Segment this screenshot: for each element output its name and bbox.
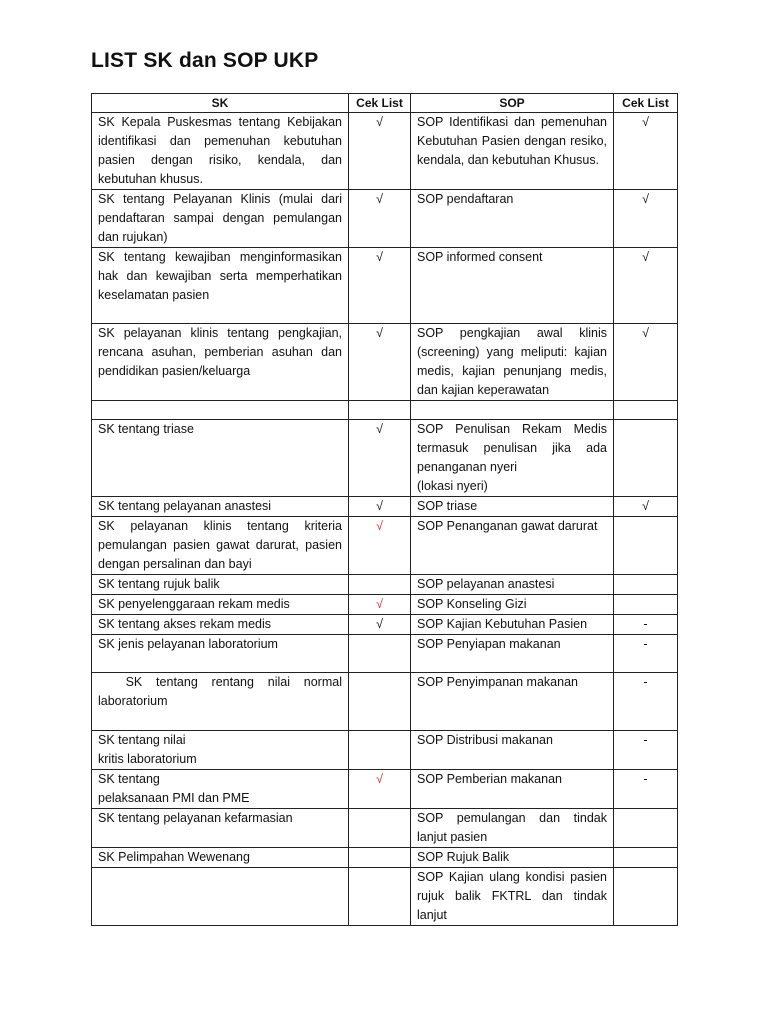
check-mark: √ — [376, 192, 383, 206]
cell-text: SK tentang akses rekam medis — [98, 617, 271, 631]
cell-text: SOP Penyimpanan makanan — [417, 675, 578, 689]
sop-cell — [411, 248, 614, 324]
cell-text: SOP Penulisan Rekam Medis termasuk penulisan jika ada penanganan nyeri (lokasi nyeri) — [417, 422, 607, 493]
check-mark: - — [643, 637, 648, 651]
table-row — [92, 575, 678, 595]
cell-text: SK tentang rujuk balik — [98, 577, 220, 591]
sk-cell — [92, 497, 349, 517]
sk-cell — [92, 420, 349, 497]
check-mark: √ — [376, 115, 383, 129]
table-row — [92, 848, 678, 868]
sop-check-cell — [614, 324, 678, 401]
sk-check-cell — [349, 575, 411, 595]
check-mark: √ — [376, 499, 383, 513]
sk-cell — [92, 401, 349, 420]
sk-check-cell — [349, 595, 411, 615]
check-mark: √ — [376, 326, 383, 340]
sk-cell — [92, 575, 349, 595]
sk-cell — [92, 517, 349, 575]
sk-check-cell — [349, 497, 411, 517]
table-row — [92, 113, 678, 190]
check-mark: √ — [642, 326, 649, 340]
sop-check-cell — [614, 190, 678, 248]
check-mark: √ — [642, 250, 649, 264]
sop-check-cell — [614, 517, 678, 575]
table-row — [92, 595, 678, 615]
sop-check-cell — [614, 809, 678, 848]
sop-check-cell — [614, 113, 678, 190]
cell-text: SOP triase — [417, 499, 478, 513]
page-title: LIST SK dan SOP UKP — [91, 49, 319, 72]
sk-cell — [92, 868, 349, 926]
sop-cell — [411, 809, 614, 848]
cell-text: SK tentang pelayanan anastesi — [98, 499, 272, 513]
table-row — [92, 401, 678, 420]
cell-text: SK tentang Pelayanan Klinis (mulai dari pendaftaran sampai dengan pemulangan dan rujukan) — [98, 192, 346, 244]
sk-check-cell — [349, 770, 411, 809]
sop-cell — [411, 848, 614, 868]
sop-check-cell — [614, 731, 678, 770]
check-mark: - — [643, 675, 648, 689]
cell-text: SK penyelenggaraan rekam medis — [98, 597, 290, 611]
sk-cell — [92, 673, 349, 731]
cell-text: SOP Distribusi makanan — [417, 733, 553, 747]
cell-text: SOP Kajian Kebutuhan Pasien — [417, 617, 588, 631]
header-sk: SK — [92, 94, 349, 113]
check-mark: - — [643, 617, 648, 631]
cell-text: SOP informed consent — [417, 250, 543, 264]
sk-check-cell — [349, 731, 411, 770]
table-row — [92, 248, 678, 324]
cell-text: SK tentang rentang nilai normal laboratorium — [98, 675, 346, 708]
sk-cell — [92, 595, 349, 615]
table-row — [92, 497, 678, 517]
cell-text: SK tentang nilai kritis laboratorium — [98, 733, 197, 766]
sk-check-cell — [349, 248, 411, 324]
table-row — [92, 517, 678, 575]
sop-cell — [411, 615, 614, 635]
sk-cell — [92, 113, 349, 190]
cell-text: SK jenis pelayanan laboratorium — [98, 637, 278, 651]
cell-text: SOP Rujuk Balik — [417, 850, 510, 864]
sk-sop-table — [91, 93, 678, 926]
sop-check-cell — [614, 401, 678, 420]
cell-text: SOP pengkajian awal klinis (screening) yang meliputi: kajian medis, kajian penunjang medis, dan kajian keperawatan — [417, 326, 611, 397]
check-mark: - — [643, 733, 648, 747]
sop-cell — [411, 517, 614, 575]
cell-text: SOP pemulangan dan tindak lanjut pasien — [417, 811, 611, 844]
sop-check-cell — [614, 770, 678, 809]
cell-text: SK tentang pelayanan kefarmasian — [98, 811, 293, 825]
sop-cell — [411, 190, 614, 248]
sk-cell — [92, 731, 349, 770]
cell-text: SOP Penyiapan makanan — [417, 637, 561, 651]
table-header-row — [92, 94, 678, 113]
sop-check-cell — [614, 497, 678, 517]
cell-text: SOP Identifikasi dan pemenuhan Kebutuhan Pasien dengan resiko, kendala, dan kebutuhan Khusus. — [417, 115, 611, 167]
sk-cell — [92, 248, 349, 324]
sop-check-cell — [614, 575, 678, 595]
sk-check-cell — [349, 324, 411, 401]
check-mark: √ — [376, 617, 383, 631]
sk-cell — [92, 809, 349, 848]
header-sop: SOP — [411, 94, 614, 113]
sk-cell — [92, 190, 349, 248]
cell-text: SOP Penanganan gawat darurat — [417, 519, 598, 533]
sk-check-cell — [349, 848, 411, 868]
sop-check-cell — [614, 868, 678, 926]
cell-text: SOP pelayanan anastesi — [417, 577, 555, 591]
sk-cell — [92, 770, 349, 809]
sop-cell — [411, 324, 614, 401]
sk-cell — [92, 324, 349, 401]
cell-text: SOP Pemberian makanan — [417, 772, 562, 786]
cell-text: SK pelayanan klinis tentang kriteria pemulangan pasien gawat darurat, pasien dengan persalinan dan bayi — [98, 519, 346, 571]
sk-check-cell — [349, 190, 411, 248]
sop-cell — [411, 575, 614, 595]
sop-cell — [411, 595, 614, 615]
sop-cell — [411, 770, 614, 809]
sk-cell — [92, 615, 349, 635]
sop-cell — [411, 113, 614, 190]
sop-check-cell — [614, 673, 678, 731]
table-row — [92, 635, 678, 673]
table-row — [92, 770, 678, 809]
sop-check-cell — [614, 420, 678, 497]
header-cek-list-sk: Cek List — [349, 94, 411, 113]
cell-text: SK tentang kewajiban menginformasikan hak dan kewajiban serta memperhatikan keselamatan pasien — [98, 250, 346, 302]
cell-text: SOP pendaftaran — [417, 192, 514, 206]
header-cek-list-sop: Cek List — [614, 94, 678, 113]
sk-check-cell — [349, 809, 411, 848]
sk-check-cell — [349, 517, 411, 575]
cell-text: SOP Konseling Gizi — [417, 597, 527, 611]
sk-check-cell — [349, 868, 411, 926]
sop-check-cell — [614, 635, 678, 673]
sop-check-cell — [614, 615, 678, 635]
table-row — [92, 731, 678, 770]
cell-text: SK pelayanan klinis tentang pengkajian, rencana asuhan, pemberian asuhan dan pendidikan pasien/keluarga — [98, 326, 346, 378]
sk-check-cell — [349, 635, 411, 673]
table-row — [92, 615, 678, 635]
table-row — [92, 420, 678, 497]
sk-check-cell — [349, 673, 411, 731]
sk-check-cell — [349, 401, 411, 420]
sop-cell — [411, 635, 614, 673]
cell-text: SK Pelimpahan Wewenang — [98, 850, 250, 864]
sop-cell — [411, 731, 614, 770]
cell-text: SOP Kajian ulang kondisi pasien rujuk balik FKTRL dan tindak lanjut — [417, 870, 611, 922]
check-mark: √ — [642, 192, 649, 206]
cell-text: SK tentang pelaksanaan PMI dan PME — [98, 772, 250, 805]
table-row — [92, 809, 678, 848]
cell-text: SK Kepala Puskesmas tentang Kebijakan identifikasi dan pemenuhan kebutuhan pasien dengan risiko, kendala, dan kebutuhan khusus. — [98, 115, 346, 186]
sop-cell — [411, 673, 614, 731]
check-mark: √ — [376, 519, 383, 533]
sop-check-cell — [614, 848, 678, 868]
sop-check-cell — [614, 595, 678, 615]
table-row — [92, 190, 678, 248]
table-row — [92, 324, 678, 401]
sop-cell — [411, 497, 614, 517]
sop-check-cell — [614, 248, 678, 324]
check-mark: √ — [376, 772, 383, 786]
check-mark: √ — [376, 250, 383, 264]
sk-check-cell — [349, 113, 411, 190]
table-row — [92, 868, 678, 926]
check-mark: - — [643, 772, 648, 786]
sk-cell — [92, 848, 349, 868]
check-mark: √ — [642, 499, 649, 513]
table-row — [92, 673, 678, 731]
cell-text: SK tentang triase — [98, 422, 194, 436]
check-mark: √ — [376, 597, 383, 611]
sop-cell — [411, 420, 614, 497]
check-mark: √ — [376, 422, 383, 436]
sk-cell — [92, 635, 349, 673]
sk-check-cell — [349, 615, 411, 635]
sk-check-cell — [349, 420, 411, 497]
check-mark: √ — [642, 115, 649, 129]
sop-cell — [411, 868, 614, 926]
sop-cell — [411, 401, 614, 420]
